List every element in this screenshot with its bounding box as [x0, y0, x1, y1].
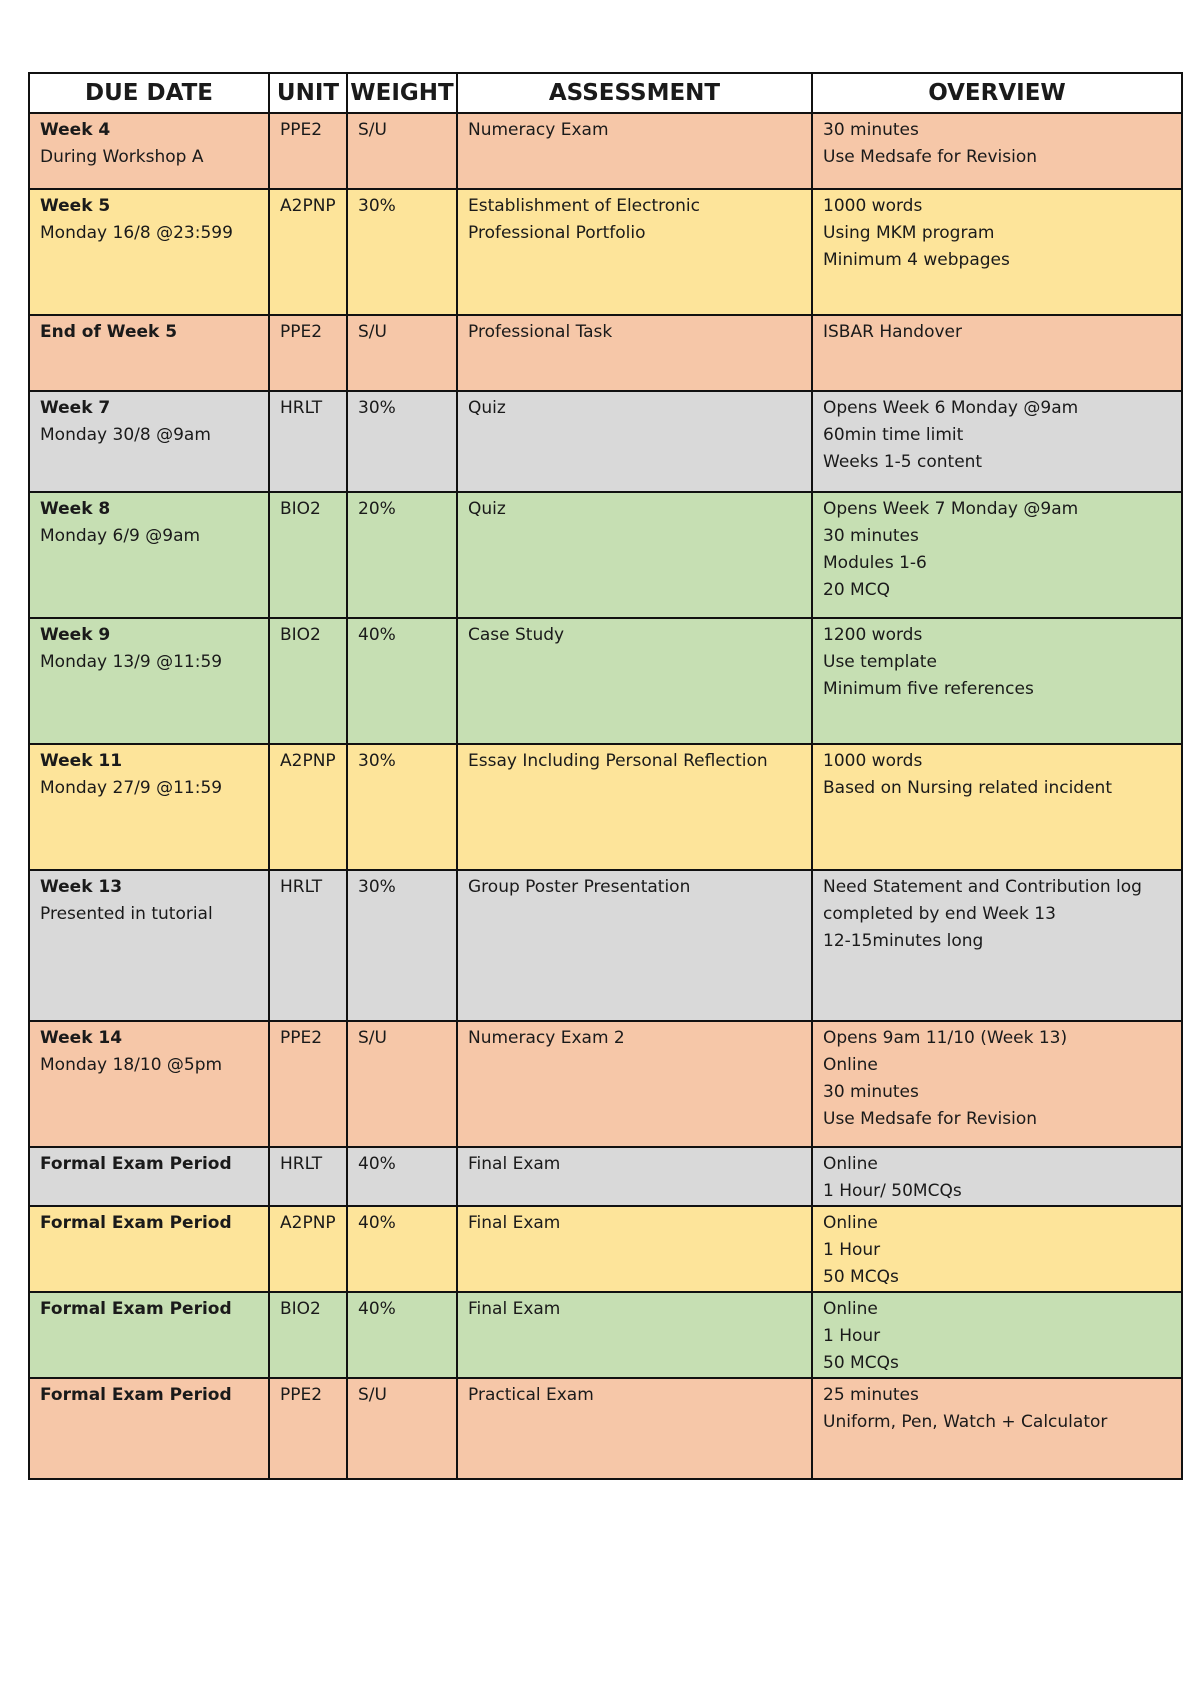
overview-line: Online: [823, 1154, 878, 1174]
assessment-cell: Quiz: [457, 492, 812, 618]
table-row: [29, 113, 1182, 189]
header-assessment: ASSESSMENT: [457, 73, 812, 113]
table-row: [29, 189, 1182, 315]
overview-cell: [812, 315, 1182, 391]
overview-line: 12-15minutes long: [823, 931, 984, 951]
overview-line: 30 minutes: [823, 526, 919, 546]
overview-line: Minimum five references: [823, 679, 1034, 699]
due-date-week: Formal Exam Period: [40, 1385, 232, 1405]
due-date-cell: [29, 315, 269, 391]
weight-cell: 30%: [347, 391, 457, 492]
unit-cell: PPE2: [269, 113, 347, 189]
overview-cell: [812, 1292, 1182, 1378]
overview-line: 30 minutes: [823, 1082, 919, 1102]
assessment-cell: Establishment of Electronic Professional Portfolio: [457, 189, 812, 315]
overview-line: Need Statement and Contribution log completed by end Week 13: [823, 877, 1142, 924]
table-row: [29, 744, 1182, 870]
weight-cell: S/U: [347, 1378, 457, 1479]
assessment-schedule-table: [28, 72, 1183, 1480]
overview-line: 1000 words: [823, 751, 923, 771]
overview-cell: [812, 744, 1182, 870]
overview-line: 1200 words: [823, 625, 923, 645]
overview-line: ISBAR Handover: [823, 322, 962, 342]
due-date-week: Week 9: [40, 625, 111, 645]
unit-cell: HRLT: [269, 1147, 347, 1206]
unit-cell: PPE2: [269, 1021, 347, 1147]
table-row: [29, 1378, 1182, 1479]
overview-line: Modules 1-6: [823, 553, 927, 573]
overview-cell: [812, 189, 1182, 315]
weight-cell: 20%: [347, 492, 457, 618]
overview-cell: [812, 1147, 1182, 1206]
due-date-week: Week 11: [40, 751, 123, 771]
overview-line: 25 minutes: [823, 1385, 919, 1405]
due-date-week: Week 4: [40, 120, 111, 140]
weight-cell: 40%: [347, 1292, 457, 1378]
due-date-detail: Monday 18/10 @5pm: [40, 1055, 223, 1075]
unit-cell: BIO2: [269, 618, 347, 744]
overview-line: 60min time limit: [823, 425, 964, 445]
overview-line: 1000 words: [823, 196, 923, 216]
overview-line: Online: [823, 1055, 878, 1075]
overview-line: Online: [823, 1299, 878, 1319]
overview-line: Use Medsafe for Revision: [823, 147, 1038, 167]
overview-line: 1 Hour/ 50MCQs: [823, 1181, 962, 1201]
assessment-cell: Quiz: [457, 391, 812, 492]
overview-line: Opens Week 6 Monday @9am: [823, 398, 1079, 418]
overview-line: Use Medsafe for Revision: [823, 1109, 1038, 1129]
table-row: [29, 1292, 1182, 1378]
due-date-cell: [29, 870, 269, 1021]
unit-cell: A2PNP: [269, 189, 347, 315]
due-date-detail: During Workshop A: [40, 147, 204, 167]
table-row: [29, 1021, 1182, 1147]
table-row: [29, 391, 1182, 492]
due-date-cell: [29, 1021, 269, 1147]
assessment-cell: Essay Including Personal Reflection: [457, 744, 812, 870]
weight-cell: 30%: [347, 189, 457, 315]
unit-cell: BIO2: [269, 1292, 347, 1378]
assessment-cell: Professional Task: [457, 315, 812, 391]
assessment-cell: Numeracy Exam 2: [457, 1021, 812, 1147]
table-row: [29, 315, 1182, 391]
overview-line: Uniform, Pen, Watch + Calculator: [823, 1412, 1108, 1432]
due-date-detail: Monday 13/9 @11:59: [40, 652, 223, 672]
due-date-cell: [29, 492, 269, 618]
due-date-cell: [29, 618, 269, 744]
due-date-detail: Monday 27/9 @11:59: [40, 778, 223, 798]
overview-line: Weeks 1-5 content: [823, 452, 983, 472]
assessment-cell: Group Poster Presentation: [457, 870, 812, 1021]
overview-line: 1 Hour: [823, 1326, 881, 1346]
overview-cell: [812, 618, 1182, 744]
unit-cell: A2PNP: [269, 1206, 347, 1292]
overview-cell: [812, 1021, 1182, 1147]
due-date-week: Week 13: [40, 877, 123, 897]
overview-line: Using MKM program: [823, 223, 995, 243]
table-row: [29, 1147, 1182, 1206]
due-date-cell: [29, 113, 269, 189]
unit-cell: BIO2: [269, 492, 347, 618]
overview-line: 20 MCQ: [823, 580, 890, 600]
unit-cell: HRLT: [269, 391, 347, 492]
overview-cell: [812, 1206, 1182, 1292]
weight-cell: 40%: [347, 618, 457, 744]
due-date-week: End of Week 5: [40, 322, 178, 342]
table-row: [29, 870, 1182, 1021]
due-date-week: Formal Exam Period: [40, 1299, 232, 1319]
weight-cell: 30%: [347, 744, 457, 870]
due-date-cell: [29, 744, 269, 870]
unit-cell: PPE2: [269, 315, 347, 391]
overview-line: 50 MCQs: [823, 1353, 899, 1373]
unit-cell: PPE2: [269, 1378, 347, 1479]
overview-line: 30 minutes: [823, 120, 919, 140]
assessment-cell: Practical Exam: [457, 1378, 812, 1479]
assessment-cell: Final Exam: [457, 1147, 812, 1206]
overview-line: Opens 9am 11/10 (Week 13): [823, 1028, 1068, 1048]
due-date-week: Formal Exam Period: [40, 1213, 232, 1233]
table-body: [29, 113, 1182, 1479]
assessment-cell: Numeracy Exam: [457, 113, 812, 189]
weight-cell: 40%: [347, 1147, 457, 1206]
overview-line: Minimum 4 webpages: [823, 250, 1010, 270]
due-date-detail: Monday 30/8 @9am: [40, 425, 211, 445]
due-date-cell: [29, 1147, 269, 1206]
overview-cell: [812, 1378, 1182, 1479]
due-date-cell: [29, 1206, 269, 1292]
header-unit: UNIT: [269, 73, 347, 113]
unit-cell: A2PNP: [269, 744, 347, 870]
weight-cell: 30%: [347, 870, 457, 1021]
due-date-detail: Monday 6/9 @9am: [40, 526, 201, 546]
due-date-week: Week 14: [40, 1028, 123, 1048]
header-row: [29, 73, 1182, 113]
overview-cell: [812, 492, 1182, 618]
due-date-cell: [29, 1378, 269, 1479]
table-row: [29, 492, 1182, 618]
due-date-detail: Monday 16/8 @23:599: [40, 223, 233, 243]
header-overview: OVERVIEW: [812, 73, 1182, 113]
weight-cell: S/U: [347, 315, 457, 391]
weight-cell: S/U: [347, 1021, 457, 1147]
due-date-cell: [29, 391, 269, 492]
weight-cell: S/U: [347, 113, 457, 189]
due-date-week: Week 7: [40, 398, 111, 418]
assessment-cell: Final Exam: [457, 1292, 812, 1378]
due-date-cell: [29, 1292, 269, 1378]
overview-cell: [812, 391, 1182, 492]
overview-line: 50 MCQs: [823, 1267, 899, 1287]
overview-line: Use template: [823, 652, 937, 672]
overview-line: Based on Nursing related incident: [823, 778, 1112, 798]
table-row: [29, 1206, 1182, 1292]
due-date-week: Formal Exam Period: [40, 1154, 232, 1174]
due-date-week: Week 8: [40, 499, 111, 519]
header-due-date: DUE DATE: [29, 73, 269, 113]
due-date-cell: [29, 189, 269, 315]
overview-line: Online: [823, 1213, 878, 1233]
table-row: [29, 618, 1182, 744]
overview-line: 1 Hour: [823, 1240, 881, 1260]
overview-cell: [812, 113, 1182, 189]
overview-line: Opens Week 7 Monday @9am: [823, 499, 1079, 519]
due-date-detail: Presented in tutorial: [40, 904, 213, 924]
due-date-week: Week 5: [40, 196, 111, 216]
header-weight: WEIGHT: [347, 73, 457, 113]
overview-cell: [812, 870, 1182, 1021]
assessment-cell: Final Exam: [457, 1206, 812, 1292]
weight-cell: 40%: [347, 1206, 457, 1292]
assessment-cell: Case Study: [457, 618, 812, 744]
unit-cell: HRLT: [269, 870, 347, 1021]
